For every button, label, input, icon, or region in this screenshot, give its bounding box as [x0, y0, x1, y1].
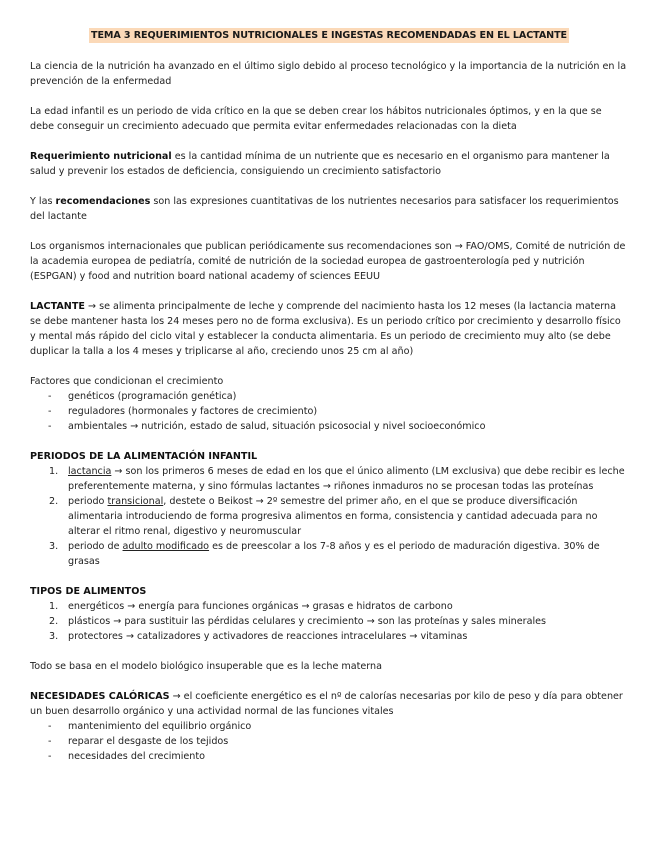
list-item-text: es de preescolar a los 7-8 años y es el periodo de maduración digestiva. 30% de grasas [68, 541, 600, 567]
heading-periodos: PERIODOS DE LA ALIMENTACIÓN INFANTIL [30, 451, 258, 462]
dash-bullet: - [48, 391, 52, 402]
term-recomendaciones: recomendaciones [55, 196, 151, 207]
text-necesidades: → el coeficiente energético es el nº de calorías necesarias por kilo de peso y día para obtener un buen desarrollo orgánico y una actividad normal de las funciones vitales [30, 691, 623, 717]
term-lactante: LACTANTE [30, 301, 85, 312]
paragraph-edad-infantil: La edad infantil es un periodo de vida crítico en la que se deben crear los hábitos nutricionales óptimos, y en la que se debe conseguir un crecimiento adecuado que permita evitar enfermedades relacionadas con la dieta [30, 106, 602, 132]
list-item [30, 629, 628, 644]
list-number: 2. [49, 616, 59, 627]
text-requerimiento: es la cantidad mínima de un nutriente que es necesario en el organismo para mantener la salud y prevenir los estados de deficiencia, consiguiendo un crecimiento satisfactorio [30, 151, 610, 177]
term-transicional: transicional [107, 496, 164, 507]
document-page [30, 28, 628, 779]
list-item-pre: periodo de [68, 541, 123, 552]
paragraph-organismos: Los organismos internacionales que publican periódicamente sus recomendaciones son → FAO/OMS, Comité de nutrición de la academia europea de pediatría, comité de nutrición de la sociedad europea de gastroenterología ped y nutrición (ESPGAN) y food and nutrition board national academy of sciences EEUU [30, 241, 626, 282]
list-item-text: energéticos → energía para funciones orgánicas → grasas e hidratos de carbono [68, 601, 453, 612]
list-item [30, 389, 628, 404]
paragraph-intro: La ciencia de la nutrición ha avanzado en el último siglo debido al proceso tecnológico y la importancia de la nutrición en la prevención de la enfermedad [30, 61, 627, 87]
list-number: 1. [49, 601, 59, 612]
list-item [30, 464, 628, 494]
term-adulto-modificado: adulto modificado [122, 541, 210, 552]
list-number: 1. [49, 466, 59, 477]
factores-intro: Factores que condicionan el crecimiento [30, 376, 224, 387]
paragraph-lactante [30, 299, 628, 359]
list-item-text: → son los primeros 6 meses de edad en los que el único alimento (LM exclusiva) que debe recibir es leche preferentemente materna, y sino fórmulas lactantes → riñones inmaduros no se procesan todas las proteínas [68, 466, 625, 492]
list-item-text: reparar el desgaste de los tejidos [68, 736, 229, 747]
list-item [30, 494, 628, 539]
list-item-text: , destete o Beikost → 2º semestre del primer año, en el que se produce diversificación alimentaria introduciendo de forma progresiva alimentos en forma, consistencia y cantidad adecuada para no alterar el ritmo renal, digestivo y neuromuscular [68, 496, 598, 537]
paragraph-necesidades [30, 689, 628, 719]
text-recomendaciones: son las expresiones cuantitativas de los nutrientes necesarios para satisfacer los requerimientos del lactante [30, 196, 619, 222]
dash-bullet: - [48, 751, 52, 762]
list-item-text: ambientales → nutrición, estado de salud, situación psicosocial y nivel socioeconómico [68, 421, 486, 432]
list-number: 2. [49, 496, 59, 507]
list-item-text: reguladores (hormonales y factores de crecimiento) [68, 406, 318, 417]
text-lactante: → se alimenta principalmente de leche y comprende del nacimiento hasta los 12 meses (la lactancia materna se debe mantener hasta los 24 meses pero no de forma exclusiva). Es un periodo crítico por crecimiento y desarrollo físico y mental más rápido del ciclo vital y establecer la conducta alimentaria. Es un periodo de crecimiento muy alto (se debe duplicar la talla a los 4 meses y triplicarse al año, creciendo unos 25 cm al año) [30, 301, 621, 357]
paragraph-requerimiento [30, 149, 628, 179]
list-item [30, 734, 628, 749]
list-item-text: protectores → catalizadores y activadores de reacciones intracelulares → vitaminas [68, 631, 468, 642]
list-item-text: mantenimiento del equilibrio orgánico [68, 721, 252, 732]
list-item [30, 539, 628, 569]
periodos-list [30, 464, 628, 569]
paragraph-leche-materna: Todo se basa en el modelo biológico insuperable que es la leche materna [30, 661, 383, 672]
dash-bullet: - [48, 406, 52, 417]
list-item-text: plásticos → para sustituir las pérdidas celulares y crecimiento → son las proteínas y sales minerales [68, 616, 547, 627]
list-item [30, 614, 628, 629]
text-recomendaciones-pre: Y las [30, 196, 56, 207]
title-wrap [30, 28, 628, 43]
list-item [30, 599, 628, 614]
tipos-list [30, 599, 628, 644]
term-lactancia: lactancia [68, 466, 112, 477]
term-necesidades: NECESIDADES CALÓRICAS [30, 691, 170, 702]
list-item-text: necesidades del crecimiento [68, 751, 206, 762]
term-requerimiento: Requerimiento nutricional [30, 151, 172, 162]
page-title: TEMA 3 REQUERIMIENTOS NUTRICIONALES E INGESTAS RECOMENDADAS EN EL LACTANTE [91, 30, 567, 41]
dash-bullet: - [48, 421, 52, 432]
list-item [30, 749, 628, 764]
list-item-pre: periodo [68, 496, 108, 507]
necesidades-list [30, 719, 628, 764]
list-number: 3. [49, 541, 59, 552]
list-item [30, 419, 628, 434]
list-item [30, 404, 628, 419]
dash-bullet: - [48, 736, 52, 747]
factores-list [30, 389, 628, 434]
list-number: 3. [49, 631, 59, 642]
list-item-text: genéticos (programación genética) [68, 391, 237, 402]
paragraph-recomendaciones [30, 194, 628, 224]
dash-bullet: - [48, 721, 52, 732]
heading-tipos: TIPOS DE ALIMENTOS [30, 586, 147, 597]
list-item [30, 719, 628, 734]
